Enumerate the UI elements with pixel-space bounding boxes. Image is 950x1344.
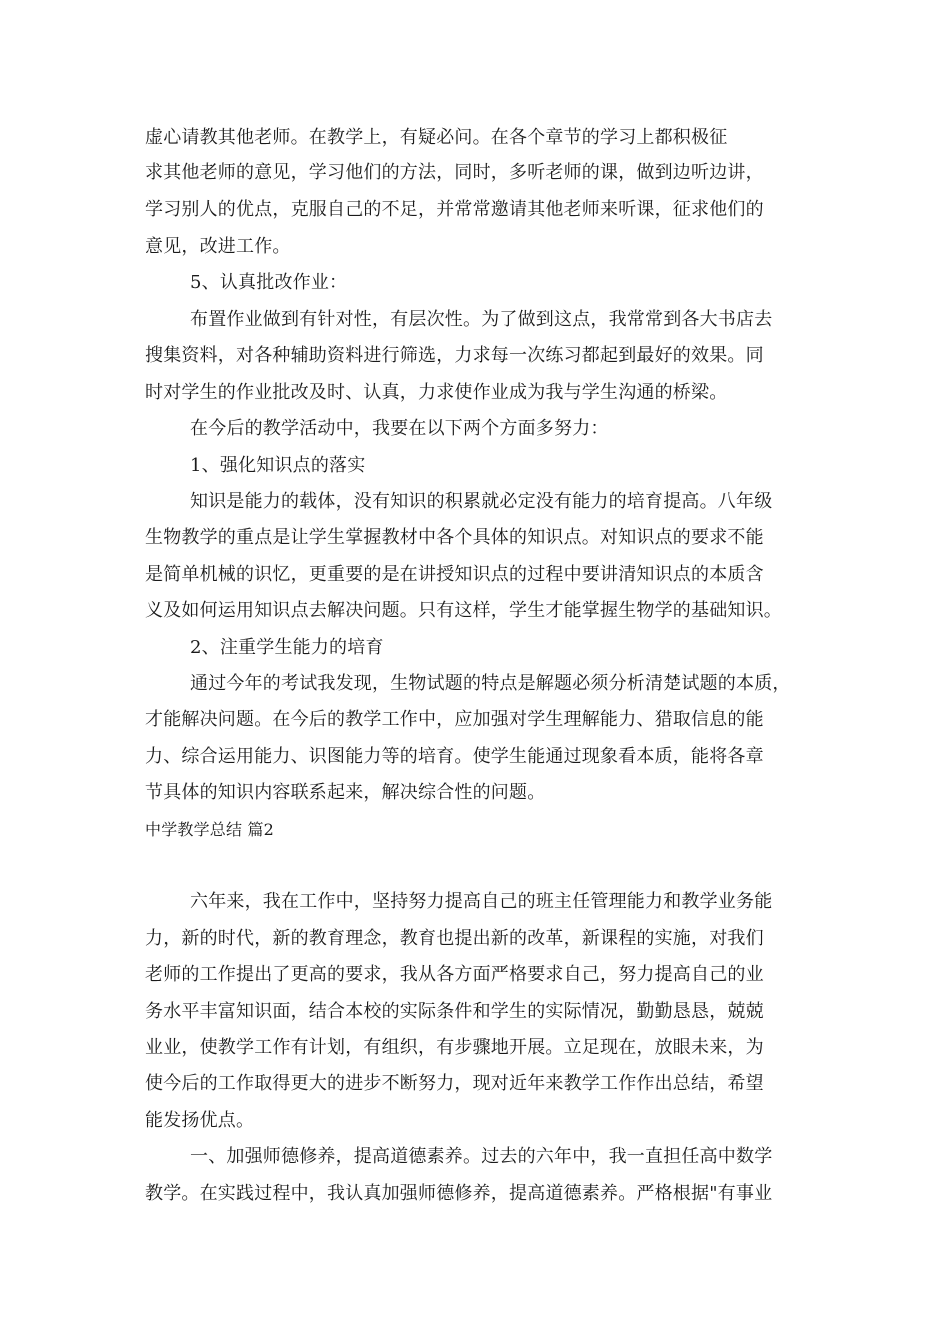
paragraph-line: 务水平丰富知识面，结合本校的实际条件和学生的实际情况，勤勤恳恳，兢兢 [145,1001,764,1022]
paragraph-line: 能发扬优点。 [145,1110,255,1131]
paragraph-line: 使今后的工作取得更大的进步不断努力，现对近年来教学工作作出总结，希望 [145,1073,764,1094]
paragraph-line: 学习别人的优点，克服自己的不足，并常常邀请其他老师来听课，征求他们的 [145,199,764,220]
paragraph-line: 知识是能力的载体，没有知识的积累就必定没有能力的培育提高。八年级 [190,491,773,512]
paragraph-line: 力、综合运用能力、识图能力等的培育。使学生能通过现象看本质，能将各章 [145,746,764,767]
section-heading: 1、强化知识点的落实 [190,455,366,476]
section-title: 中学教学总结 篇2 [145,820,275,839]
paragraph-line: 老师的工作提出了更高的要求，我从各方面严格要求自己，努力提高自己的业 [145,964,764,985]
section-heading: 5、认真批改作业： [190,272,348,293]
paragraph-line: 一、加强师德修养，提高道德素养。过去的六年中，我一直担任高中数学 [190,1146,773,1167]
paragraph-line: 节具体的知识内容联系起来，解决综合性的问题。 [145,782,546,803]
paragraph-line: 通过今年的考试我发现，生物试题的特点是解题必须分析清楚试题的本质， [190,673,791,694]
paragraph-line: 在今后的教学活动中，我要在以下两个方面多努力： [190,418,609,439]
paragraph-line: 六年来，我在工作中，坚持努力提高自己的班主任管理能力和教学业务能 [190,891,773,912]
paragraph-line: 生物教学的重点是让学生掌握教材中各个具体的知识点。对知识点的要求不能 [145,527,764,548]
paragraph-line: 虚心请教其他老师。在教学上，有疑必问。在各个章节的学习上都积极征 [145,127,728,148]
paragraph-line: 意见，改进工作。 [145,236,291,257]
paragraph-line: 布置作业做到有针对性，有层次性。为了做到这点，我常常到各大书店去 [190,309,773,330]
paragraph-line: 业业，使教学工作有计划，有组织，有步骤地开展。立足现在，放眼未来，为 [145,1037,764,1058]
paragraph-line: 义及如何运用知识点去解决问题。只有这样，学生才能掌握生物学的基础知识。 [145,600,782,621]
paragraph-line: 力，新的时代，新的教育理念，教育也提出新的改革，新课程的实施，对我们 [145,928,764,949]
paragraph-line: 才能解决问题。在今后的教学工作中，应加强对学生理解能力、猎取信息的能 [145,709,764,730]
paragraph-line: 求其他老师的意见，学习他们的方法，同时，多听老师的课，做到边听边讲， [145,162,764,183]
section-heading: 2、注重学生能力的培育 [190,637,384,658]
paragraph-line: 教学。在实践过程中，我认真加强师德修养，提高道德素养。严格根据"有事业 [145,1183,773,1204]
paragraph-line: 搜集资料，对各种辅助资料进行筛选，力求每一次练习都起到最好的效果。同 [145,345,764,366]
paragraph-line: 时对学生的作业批改及时、认真，力求使作业成为我与学生沟通的桥梁。 [145,382,728,403]
paragraph-line: 是简单机械的识忆，更重要的是在讲授知识点的过程中要讲清知识点的本质含 [145,564,764,585]
